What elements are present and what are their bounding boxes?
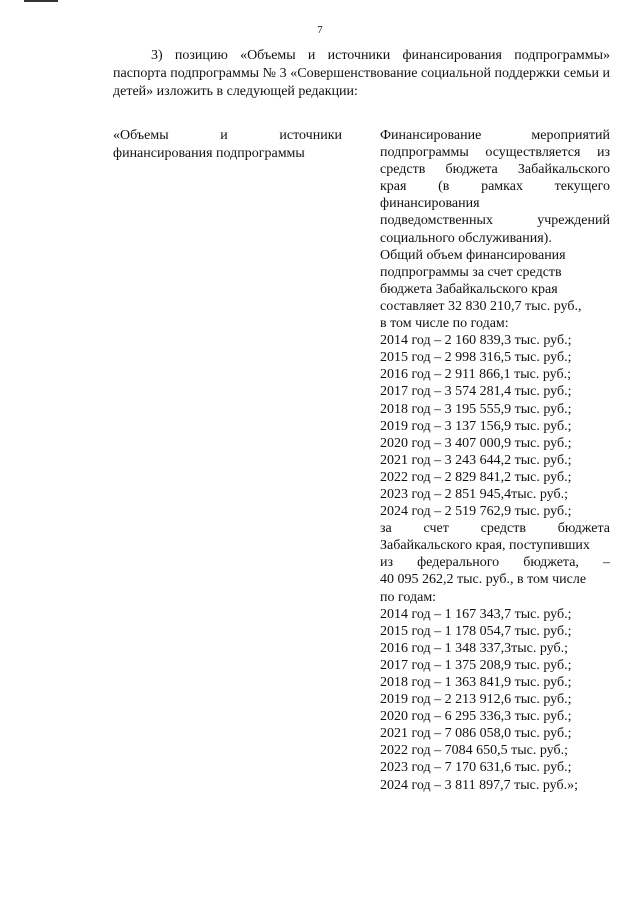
right-cell-line: 2021 год – 3 243 644,2 тыс. руб.; — [380, 452, 572, 468]
right-cell-word: Финансирование — [380, 128, 482, 143]
right-cell-line: 2022 год – 2 829 841,2 тыс. руб.; — [380, 469, 572, 485]
right-cell-word: из — [380, 555, 394, 571]
right-cell-line: 2017 год – 3 574 281,4 тыс. руб.; — [380, 384, 572, 400]
right-cell-line: 2019 год – 3 137 156,9 тыс. руб.; — [380, 418, 572, 434]
right-cell-word: бюджета — [445, 162, 498, 178]
right-cell-word: осуществляется — [485, 145, 581, 161]
right-cell-line: 2016 год – 2 911 866,1 тыс. руб.; — [380, 367, 571, 383]
right-cell-line: 2020 год – 3 407 000,9 тыс. руб.; — [380, 435, 572, 451]
right-cell-word: средств — [480, 521, 526, 537]
right-cell-line — [380, 144, 610, 161]
right-cell-line: 2023 год – 2 851 945,4тыс. руб.; — [380, 486, 568, 502]
right-cell-line: 40 095 262,2 тыс. руб., в том числе — [380, 572, 587, 588]
left-cell-line-2: финансирования подпрограммы — [113, 145, 305, 161]
right-cell-line: 2020 год – 6 295 336,3 тыс. руб.; — [380, 709, 572, 725]
right-cell-line: 2024 год – 3 811 897,7 тыс. руб.»; — [380, 777, 578, 793]
right-cell-word: средств — [380, 162, 426, 178]
right-cell-line: 2014 год – 1 167 343,7 тыс. руб.; — [380, 606, 572, 622]
top-edge-rule — [24, 0, 58, 2]
page-number: 7 — [317, 24, 323, 36]
right-cell-line — [380, 520, 610, 537]
left-cell-word: источники — [279, 128, 342, 143]
right-cell-line: 2022 год – 7084 650,5 тыс. руб.; — [380, 743, 568, 759]
right-cell-line: 2019 год – 2 213 912,6 тыс. руб.; — [380, 692, 572, 708]
right-cell-word: края — [380, 179, 407, 195]
right-cell-line: 2015 год – 2 998 316,5 тыс. руб.; — [380, 350, 572, 366]
right-cell-word: Забайкальского — [517, 162, 610, 178]
table-left-cell — [113, 127, 342, 162]
right-cell-line: 2024 год – 2 519 762,9 тыс. руб.; — [380, 504, 572, 520]
right-cell-line: 2021 год – 7 086 058,0 тыс. руб.; — [380, 726, 572, 742]
right-cell-word: из — [596, 145, 610, 161]
left-cell-word: и — [220, 128, 228, 143]
right-cell-word: учреждений — [537, 213, 610, 229]
right-cell-line: бюджета Забайкальского края — [380, 281, 558, 297]
right-cell-line: 2018 год – 3 195 555,9 тыс. руб.; — [380, 401, 572, 417]
right-cell-line: 2017 год – 1 375 208,9 тыс. руб.; — [380, 657, 572, 673]
right-cell-word: бюджета, — [523, 555, 579, 571]
right-cell-word: (в — [438, 179, 450, 195]
right-cell-line: 2014 год – 2 160 839,3 тыс. руб.; — [380, 333, 572, 349]
right-cell-line: 2016 год – 1 348 337,3тыс. руб.; — [380, 640, 568, 656]
intro-paragraph: 3) позицию «Объемы и источники финансирования подпрограммы» паспорта подпрограммы № 3 «Совершенствование социальной поддержки семьи и детей» изложить в следующей редакции: — [113, 48, 610, 99]
right-cell-line: подпрограммы за счет средств — [380, 264, 562, 280]
right-cell-word: за — [380, 521, 392, 537]
right-cell-line — [380, 178, 610, 195]
right-cell-line — [380, 212, 610, 229]
right-cell-line — [380, 161, 610, 178]
right-cell-line: Общий объем финансирования — [380, 247, 566, 263]
right-cell-line: по годам: — [380, 589, 437, 605]
right-cell-line: Забайкальского края, поступивших — [380, 538, 590, 554]
right-cell-line: финансирования — [380, 196, 480, 212]
right-cell-word: подпрограммы — [380, 145, 469, 161]
right-cell-line — [380, 127, 610, 144]
right-cell-word: счет — [423, 521, 449, 537]
right-cell-line: в том числе по годам: — [380, 316, 509, 332]
right-cell-line — [380, 554, 610, 571]
right-cell-word: текущего — [554, 179, 610, 195]
right-cell-word: мероприятий — [531, 128, 610, 143]
right-cell-word: подведомственных — [380, 213, 493, 229]
left-cell-line-1 — [113, 127, 342, 145]
right-cell-word: бюджета — [557, 521, 610, 537]
right-cell-word: – — [603, 555, 610, 571]
right-cell-word: федерального — [417, 555, 500, 571]
left-cell-word: «Объемы — [113, 128, 169, 143]
table-right-cell — [380, 127, 610, 794]
right-cell-line: социального обслуживания). — [380, 230, 552, 246]
right-cell-line: 2015 год – 1 178 054,7 тыс. руб.; — [380, 623, 572, 639]
right-cell-line: 2018 год – 1 363 841,9 тыс. руб.; — [380, 675, 572, 690]
right-cell-line: 2023 год – 7 170 631,6 тыс. руб.; — [380, 760, 572, 776]
right-cell-line: составляет 32 830 210,7 тыс. руб., — [380, 298, 582, 314]
right-cell-word: рамках — [481, 179, 523, 195]
